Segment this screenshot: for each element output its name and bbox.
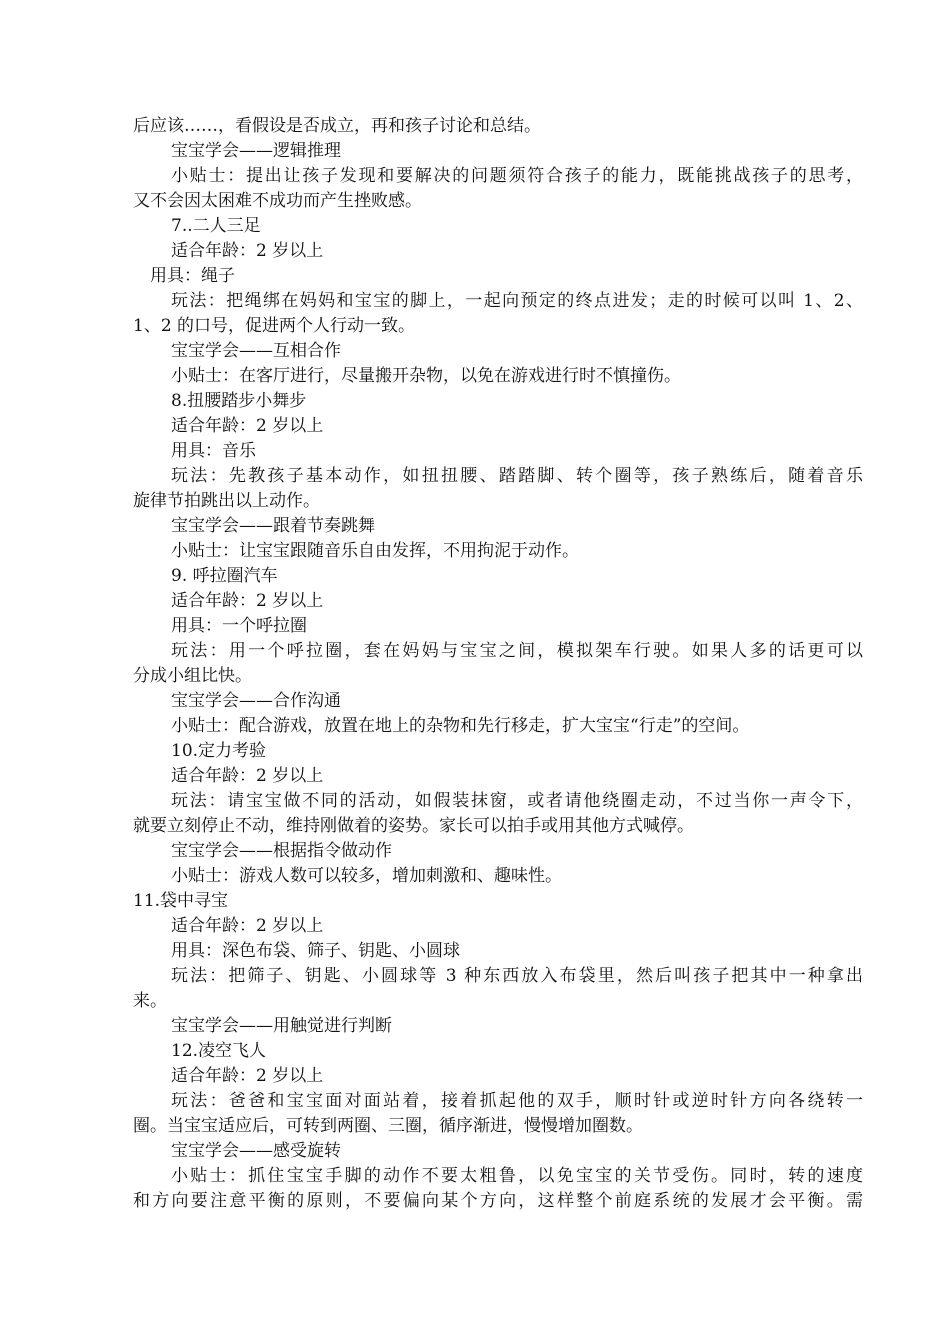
section-heading: 7..二人三足	[171, 216, 261, 236]
text-line: 宝宝学会——逻辑推理	[171, 141, 341, 161]
text-line: 分成小组比快。	[133, 666, 252, 686]
text-line: 小贴士：游戏人数可以较多，增加刺激和、趣味性。	[171, 866, 562, 886]
text-line: 和方向要注意平衡的原则，不要偏向某个方向，这样整个前庭系统的发展才会平衡。需	[133, 1191, 863, 1211]
section-heading: 12.凌空飞人	[171, 1041, 267, 1061]
text-line: 玩法：先教孩子基本动作，如扭扭腰、踏踏脚、转个圈等，孩子熟练后，随着音乐	[171, 466, 863, 486]
text-line: 适合年龄：2 岁以上	[171, 241, 324, 261]
text-line: 圈。当宝宝适应后，可转到两圈、三圈，循序渐进，慢慢增加圈数。	[133, 1116, 643, 1136]
text-line: 玩法：爸爸和宝宝面对面站着，接着抓起他的双手，顺时针或逆时针方向各绕转一	[171, 1091, 863, 1111]
section-heading: 9. 呼拉圈汽车	[171, 566, 278, 586]
text-line: 就要立刻停止不动，维持刚做着的姿势。家长可以拍手或用其他方式喊停。	[133, 816, 694, 836]
text-line: 玩法：把绳绑在妈妈和宝宝的脚上，一起向预定的终点进发；走的时候可以叫 1、2、	[171, 291, 863, 311]
text-line: 小贴士：提出让孩子发现和要解决的问题须符合孩子的能力，既能挑战孩子的思考，	[171, 166, 863, 186]
text-line: 宝宝学会——根据指令做动作	[171, 841, 392, 861]
text-line: 小贴士：抓住宝宝手脚的动作不要太粗鲁，以免宝宝的关节受伤。同时，转的速度	[171, 1166, 863, 1186]
text-line: 适合年龄：2 岁以上	[171, 766, 324, 786]
text-line: 宝宝学会——感受旋转	[171, 1141, 341, 1161]
text-line: 又不会因太困难不成功而产生挫败感。	[133, 191, 422, 211]
section-heading: 11.袋中寻宝	[133, 891, 229, 911]
text-line: 适合年龄：2 岁以上	[171, 1066, 324, 1086]
text-line: 用具：绳子	[150, 266, 235, 286]
text-line: 宝宝学会——互相合作	[171, 341, 341, 361]
text-line: 小贴士：配合游戏，放置在地上的杂物和先行移走，扩大宝宝“行走”的空间。	[171, 716, 750, 736]
text-line: 用具：音乐	[171, 441, 256, 461]
text-line: 来。	[133, 991, 167, 1011]
text-line: 宝宝学会——用触觉进行判断	[171, 1016, 392, 1036]
text-line: 旋律节拍跳出以上动作。	[133, 491, 320, 511]
text-line: 1、2 的口号，促进两个人行动一致。	[133, 316, 416, 336]
section-heading: 10.定力考验	[171, 741, 267, 761]
text-line: 小贴士：在客厅进行，尽量搬开杂物，以免在游戏进行时不慎撞伤。	[171, 366, 681, 386]
text-line: 适合年龄：2 岁以上	[171, 416, 324, 436]
text-line: 玩法：用一个呼拉圈，套在妈妈与宝宝之间，模拟架车行驶。如果人多的话更可以	[171, 641, 863, 661]
text-line: 适合年龄：2 岁以上	[171, 916, 324, 936]
section-heading: 8.扭腰踏步小舞步	[171, 391, 307, 411]
text-line: 宝宝学会——跟着节奏跳舞	[171, 516, 375, 536]
text-line: 后应该……，看假设是否成立，再和孩子讨论和总结。	[133, 116, 541, 136]
text-line: 玩法：把筛子、钥匙、小圆球等 3 种东西放入布袋里，然后叫孩子把其中一种拿出	[171, 966, 863, 986]
text-line: 宝宝学会——合作沟通	[171, 691, 341, 711]
text-line: 小贴士：让宝宝跟随音乐自由发挥，不用拘泥于动作。	[171, 541, 579, 561]
text-line: 用具：一个呼拉圈	[171, 616, 307, 636]
text-line: 用具：深色布袋、筛子、钥匙、小圆球	[171, 941, 460, 961]
text-line: 适合年龄：2 岁以上	[171, 591, 324, 611]
text-line: 玩法：请宝宝做不同的活动，如假装抹窗，或者请他绕圈走动，不过当你一声令下，	[171, 791, 863, 811]
